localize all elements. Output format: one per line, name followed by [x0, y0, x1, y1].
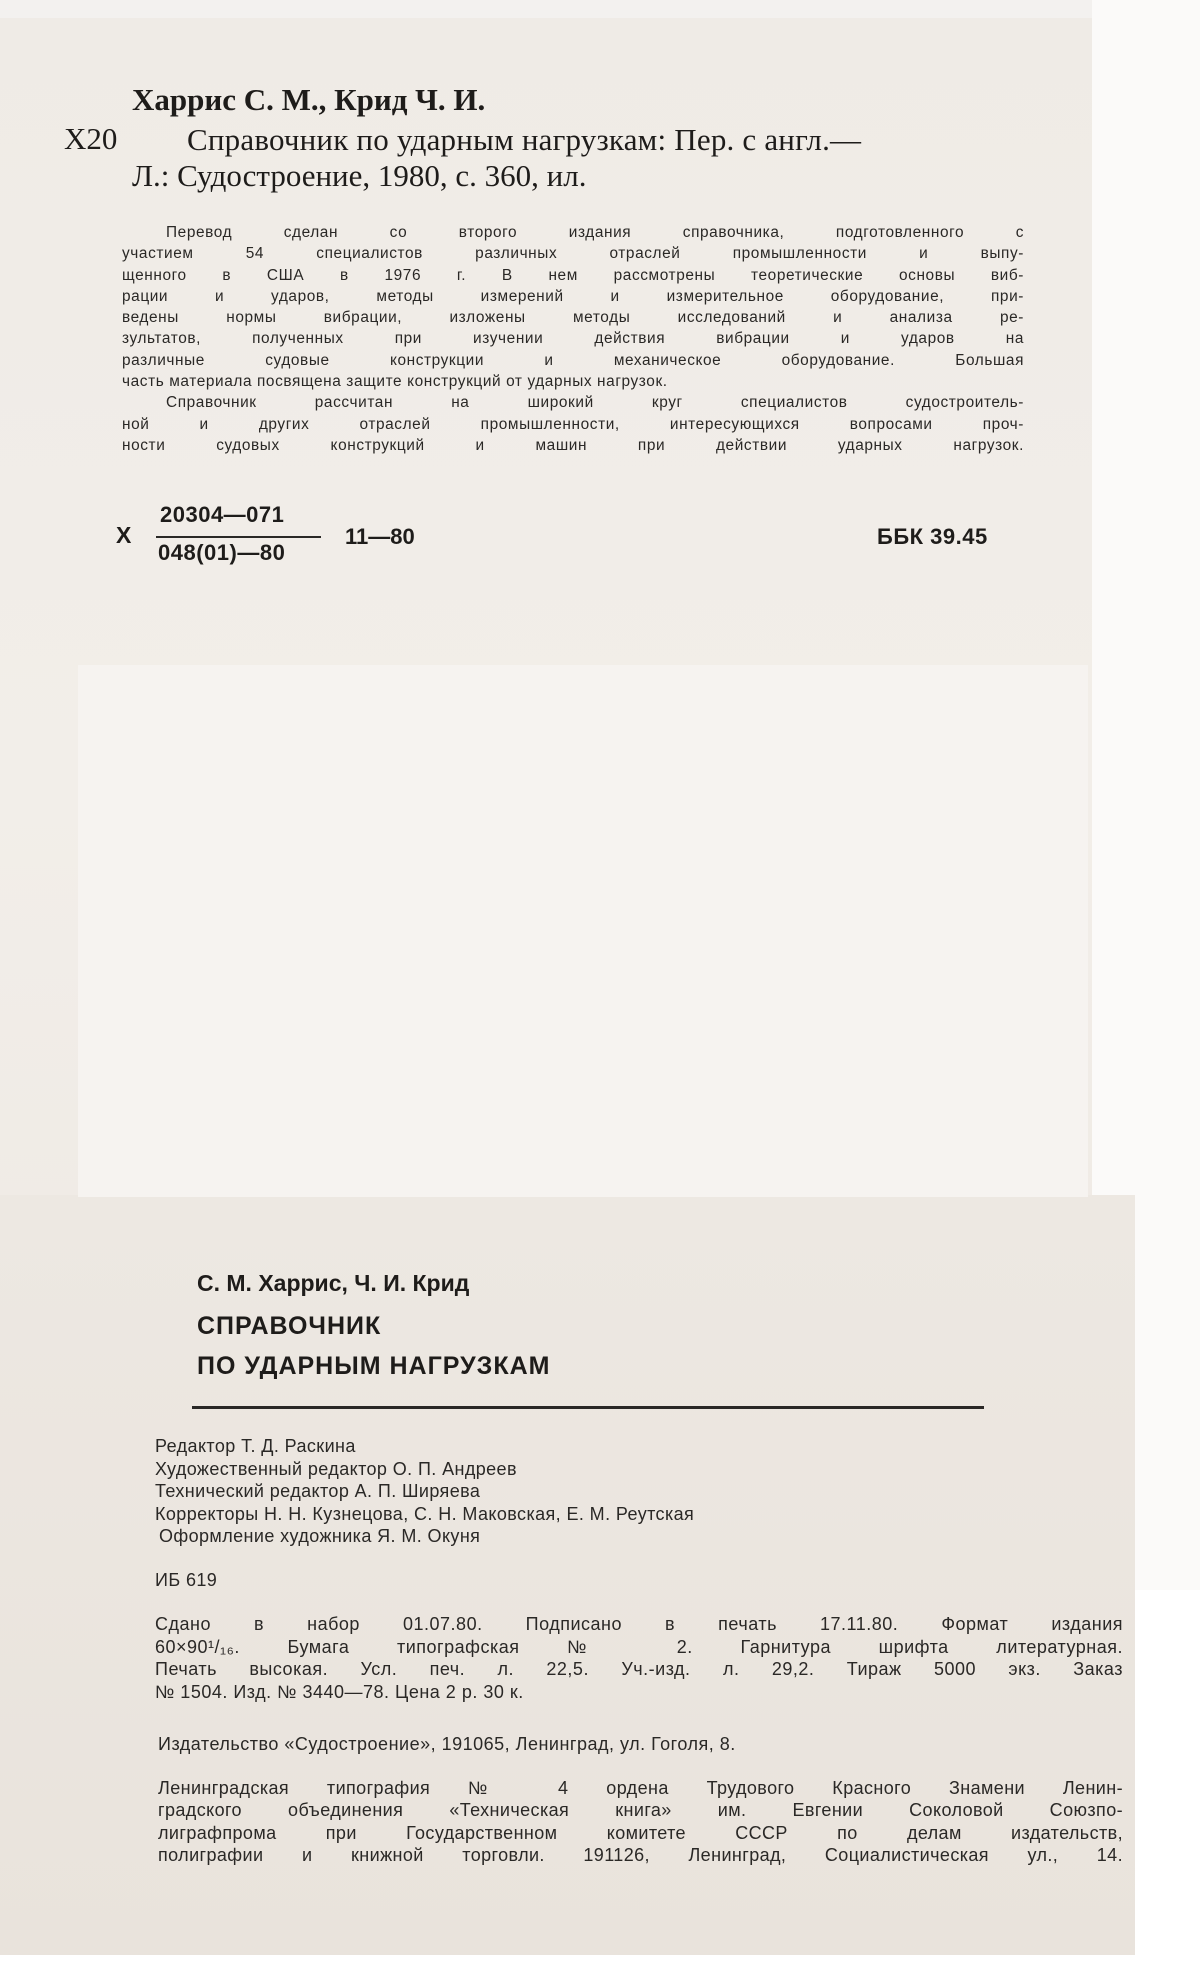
- catalog-authors: Харрис С. М., Крид Ч. И.: [132, 82, 486, 117]
- catalog-letter: X: [116, 522, 132, 548]
- book-title-line-1: СПРАВОЧНИК: [197, 1312, 382, 1340]
- abstract-line: ведены нормы вибрации, изложены методы исследований и анализа ре-: [122, 309, 1024, 327]
- imprint-line: Сдано в набор 01.07.80. Подписано в печать 17.11.80. Формат издания: [155, 1614, 1123, 1634]
- credit-design: Оформление художника Я. М. Окуня: [159, 1526, 481, 1546]
- blank-area: [78, 665, 1088, 1197]
- ib-number: ИБ 619: [155, 1570, 218, 1590]
- abstract-line: различные судовые конструкции и механическое оборудование. Большая: [122, 351, 1024, 369]
- catalog-code: X20: [64, 121, 118, 156]
- printer-info: [158, 1777, 1123, 1866]
- abstract-line: рации и ударов, методы измерений и измерительное оборудование, при-: [122, 287, 1024, 305]
- publisher-address: Издательство «Судостроение», 191065, Ленинград, ул. Гоголя, 8.: [158, 1734, 736, 1754]
- abstract-line: щенного в США в 1976 г. В нем рассмотрены теоретические основы виб-: [122, 266, 1024, 284]
- book-title-line-2: ПО УДАРНЫМ НАГРУЗКАМ: [197, 1352, 551, 1380]
- bbk-code: ББК 39.45: [877, 524, 988, 549]
- catalog-title-line: Справочник по ударным нагрузкам: Пер. с англ.—: [187, 122, 862, 157]
- printer-line: Ленинградская типография № 4 ордена Трудового Красного Знамени Ленин-: [158, 1778, 1123, 1798]
- catalog-suffix: 11—80: [345, 524, 415, 549]
- imprint-line: 60×90¹/₁₆. Бумага типографская № 2. Гарнитура шрифта литературная.: [155, 1636, 1123, 1657]
- credits: [155, 1435, 694, 1548]
- catalog-denominator: 048(01)—80: [158, 540, 286, 565]
- abstract: [122, 222, 1024, 456]
- abstract-line: часть материала посвящена защите конструкций от ударных нагрузок.: [122, 373, 668, 391]
- title-rule: [192, 1406, 984, 1409]
- printer-line: градского объединения «Техническая книга» им. Евгении Соколовой Союзпо-: [158, 1800, 1123, 1821]
- printer-line: лиграфпрома при Государственном комитете СССР по делам издательств,: [158, 1822, 1123, 1843]
- catalog-numerator: 20304—071: [160, 502, 285, 527]
- credit-art-editor: Художественный редактор О. П. Андреев: [155, 1458, 517, 1479]
- catalog-publisher-line: Л.: Судостроение, 1980, с. 360, ил.: [132, 158, 587, 193]
- imprint-line: Печать высокая. Усл. печ. л. 22,5. Уч.-изд. л. 29,2. Тираж 5000 экз. Заказ: [155, 1659, 1123, 1679]
- abstract-line: зультатов, полученных при изучении действия вибрации и ударов на: [122, 330, 1024, 348]
- printer-line: полиграфии и книжной торговли. 191126, Ленинград, Социалистическая ул., 14.: [158, 1844, 1123, 1865]
- abstract-line: Перевод сделан со второго издания справочника, подготовленного с: [166, 224, 1024, 241]
- credit-proofreaders: Корректоры Н. Н. Кузнецова, С. Н. Маковская, Е. М. Реутская: [155, 1503, 695, 1524]
- imprint-line: № 1504. Изд. № 3440—78. Цена 2 р. 30 к.: [155, 1681, 524, 1702]
- credit-tech-editor: Технический редактор А. П. Ширяева: [155, 1481, 481, 1501]
- abstract-line: ности судовых конструкций и машин при действии ударных нагрузок.: [122, 436, 1024, 454]
- abstract-line: Справочник рассчитан на широкий круг специалистов судостроитель-: [166, 394, 1024, 412]
- book-authors: С. М. Харрис, Ч. И. Крид: [197, 1270, 470, 1296]
- imprint: [155, 1613, 1123, 1703]
- abstract-line: ной и других отраслей промышленности, интересующихся вопросами проч-: [122, 415, 1024, 433]
- credit-editor: Редактор Т. Д. Раскина: [155, 1436, 356, 1456]
- abstract-line: участием 54 специалистов различных отраслей промышленности и выпу-: [122, 245, 1024, 263]
- fraction-bar: [156, 536, 321, 538]
